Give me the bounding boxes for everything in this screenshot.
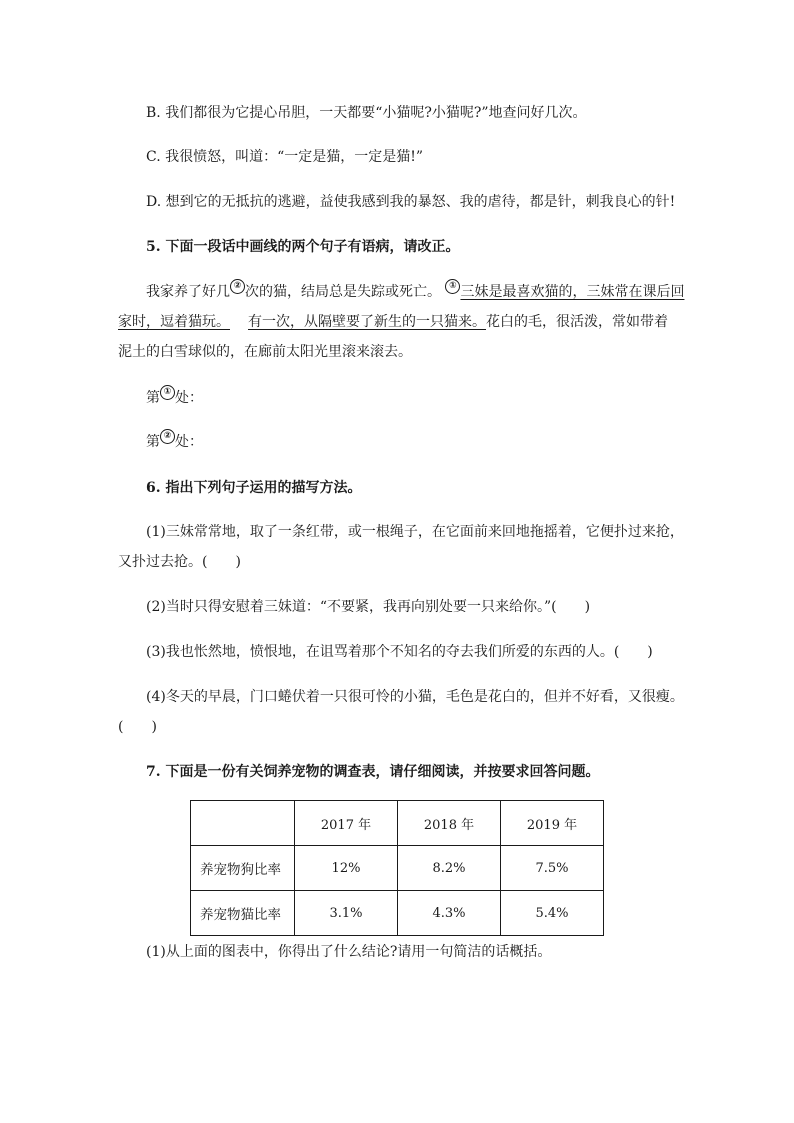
q5-passage-line1 (146, 282, 684, 302)
q5-title: 5. 下面一段话中画线的两个句子有语病，请改正。 (146, 239, 460, 255)
passage-text: 我家养了好几 (146, 284, 230, 300)
option-c: C. 我很愤怒，叫道：“一定是猫，一定是猫!” (146, 149, 424, 165)
row-label: 养宠物狗比率 (191, 846, 295, 891)
marker-1: ① (160, 385, 175, 400)
table-row (191, 891, 604, 936)
underlined-sentence-2: 有一次，从隔壁要了新生的一只猫来。 (248, 314, 486, 330)
table-cell: 3.1% (295, 891, 398, 936)
marker-2: ② (160, 429, 175, 444)
q6-sentence-3: (3)我也怅然地，愤恨地，在诅骂着那个不知名的夺去我们所爱的东西的人。( ) (146, 644, 653, 660)
underlined-sentence-1: 三妹是最喜欢猫的，三妹常在课后回 (460, 284, 685, 300)
table-header-cell (191, 801, 295, 846)
option-b: B. 我们都很为它提心吊胆，一天都要“小猫呢?小猫呢?”地查问好几次。 (146, 105, 587, 121)
q6-sentence-1: (1)三妹常常地，取了一条红带，或一根绳子，在它面前来回地拖摇着，它便扑过来抢， (146, 524, 684, 540)
q7-question-1: (1)从上面的图表中，你得出了什么结论?请用一句简洁的话概括。 (146, 944, 552, 960)
q6-sentence-1-cont: 又扑过去抢。( ) (118, 554, 241, 570)
q6-title: 6. 指出下列句子运用的描写方法。 (146, 480, 362, 496)
answer-label: 处： (175, 434, 203, 450)
table-cell: 7.5% (501, 846, 604, 891)
q5-answer-2 (146, 432, 203, 452)
answer-label: 第 (146, 434, 160, 450)
q5-passage-line2 (118, 312, 668, 332)
table-header-cell: 2018 年 (398, 801, 501, 846)
table-cell: 8.2% (398, 846, 501, 891)
table-header-cell: 2017 年 (295, 801, 398, 846)
passage-text: 次的猫，结局总是失踪或死亡。 (245, 284, 441, 300)
table-cell: 5.4% (501, 891, 604, 936)
q6-sentence-4: (4)冬天的早晨，门口蜷伏着一只很可怜的小猫，毛色是花白的，但并不好看，又很瘦。 (146, 689, 684, 705)
answer-label: 第 (146, 390, 160, 406)
q6-sentence-4-cont: ( ) (118, 719, 157, 735)
passage-text: 花白的毛，很活泼，常如带着 (486, 314, 668, 330)
answer-label: 处： (175, 390, 203, 406)
q5-passage-line3: 泥土的白雪球似的，在廊前太阳光里滚来滚去。 (118, 344, 412, 360)
table-cell: 12% (295, 846, 398, 891)
row-label: 养宠物猫比率 (191, 891, 295, 936)
table-row (191, 846, 604, 891)
marker-2: ② (230, 279, 245, 294)
option-d: D. 想到它的无抵抗的逃避，益使我感到我的暴怒、我的虐待，都是针，刺我良心的针! (146, 194, 676, 210)
table-header-cell: 2019 年 (501, 801, 604, 846)
table-cell: 4.3% (398, 891, 501, 936)
pet-survey-table (190, 800, 604, 936)
underlined-sentence-1-end: 家时，逗着猫玩。 (118, 314, 230, 330)
q7-title: 7. 下面是一份有关饲养宠物的调查表，请仔细阅读，并按要求回答问题。 (146, 764, 600, 780)
q5-answer-1 (146, 388, 203, 408)
q6-sentence-2: (2)当时只得安慰着三妹道：“不要紧，我再向别处要一只来给你。”( ) (146, 599, 591, 615)
table-header-row (191, 801, 604, 846)
marker-1: ① (445, 279, 460, 294)
